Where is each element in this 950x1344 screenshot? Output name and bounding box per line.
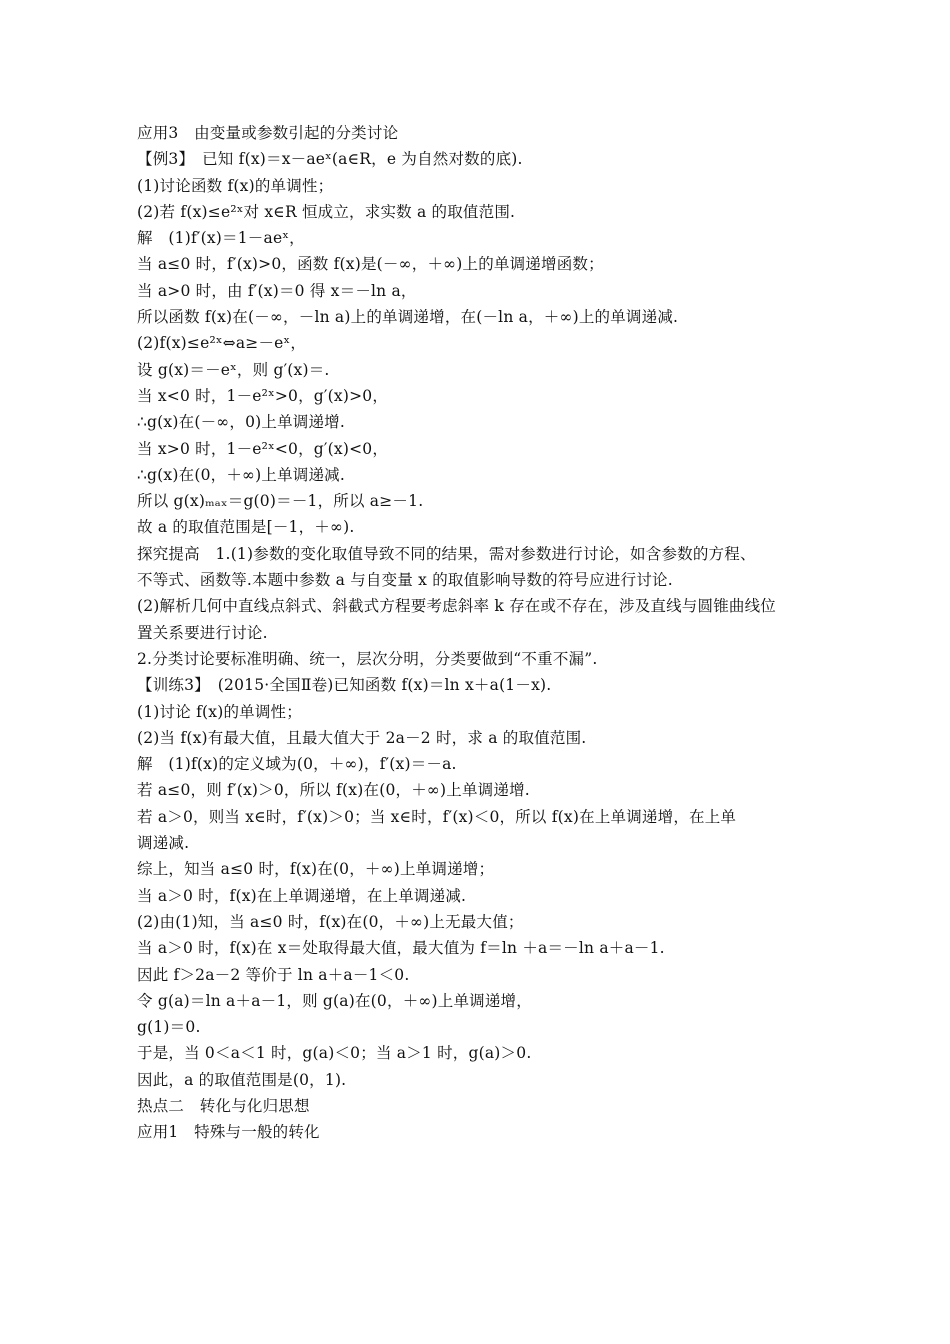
text-line: (1)讨论 f(x)的单调性； (137, 702, 302, 721)
solution-line: 解 (1)f(x)的定义域为(0，＋∞)，f′(x)＝－a. (137, 755, 457, 774)
text-line: 综上，知当 a≤0 时，f(x)在(0，＋∞)上单调递增； (137, 860, 495, 879)
section-heading: 应用3 由变量或参数引起的分类讨论 (137, 124, 399, 142)
text-line: 当 x>0 时，1－e²ˣ<0，g′(x)<0， (137, 439, 389, 458)
text-line: (1)讨论函数 f(x)的单调性； (137, 176, 334, 195)
text-line: 2.分类讨论要标准明确、统一，层次分明，分类要做到“不重不漏”. (137, 649, 598, 668)
text-line: ∴g(x)在(0，＋∞)上单调递减. (137, 465, 346, 484)
text-line: (2)若 f(x)≤e²ˣ对 x∈R 恒成立，求实数 a 的取值范围. (137, 202, 516, 221)
text-line: (2)解析几何中直线点斜式、斜截式方程要考虑斜率 k 存在或不存在，涉及直线与圆锥曲线位 (137, 597, 777, 616)
text-line: 所以函数 f(x)在(－∞，－ln a)上的单调递增，在(－ln a，＋∞)上的单调递减. (137, 308, 679, 327)
text-line: 当 a≤0 时，f′(x)>0，函数 f(x)是(－∞，＋∞)上的单调递增函数； (137, 255, 604, 274)
text-line: 令 g(a)＝ln a＋a－1，则 g(a)在(0，＋∞)上单调递增， (137, 991, 532, 1010)
text-line: 当 a>0 时，由 f′(x)＝0 得 x＝－ln a， (137, 281, 417, 300)
text-line: (2)f(x)≤e²ˣ⇔a≥－eˣ， (137, 334, 307, 353)
text-line: 调递减. (137, 834, 190, 853)
text-line: 不等式、函数等.本题中参数 a 与自变量 x 的取值影响导数的符号应进行讨论. (137, 571, 673, 590)
text-line: g(1)＝0. (137, 1018, 201, 1037)
text-line: 若 a＞0，则当 x∈时，f′(x)＞0；当 x∈时，f′(x)＜0，所以 f(x)在上单调递增，在上单 (137, 807, 737, 826)
example-3-statement: 【例3】 已知 f(x)＝x－aeˣ(a∈R，e 为自然对数的底). (137, 150, 523, 169)
insight-line: 探究提高 1.(1)参数的变化取值导致不同的结果，需对参数进行讨论，如含参数的方程、 (137, 544, 756, 563)
text-line: 设 g(x)＝－eˣ，则 g′(x)＝. (137, 360, 330, 379)
solution-line: 解 (1)f′(x)＝1－aeˣ， (137, 229, 305, 248)
text-line: 于是，当 0＜a＜1 时，g(a)＜0；当 a＞1 时，g(a)＞0. (137, 1044, 532, 1063)
text-line: (2)当 f(x)有最大值，且最大值大于 2a－2 时，求 a 的取值范围. (137, 728, 587, 747)
text-line: 当 a＞0 时，f(x)在 x＝处取得最大值，最大值为 f＝ln ＋a＝－ln a＋a－1. (137, 939, 665, 958)
text-line: ∴g(x)在(－∞，0)上单调递增. (137, 413, 346, 432)
text-line: 因此 f＞2a－2 等价于 ln a＋a－1＜0. (137, 965, 410, 984)
document-body (137, 120, 837, 1146)
section-heading: 应用1 特殊与一般的转化 (137, 1123, 320, 1142)
text-line: 若 a≤0，则 f′(x)＞0，所以 f(x)在(0，＋∞)上单调递增. (137, 781, 530, 800)
text-line: 当 x<0 时，1－e²ˣ>0，g′(x)>0， (137, 386, 389, 405)
text-line: 故 a 的取值范围是[－1，＋∞). (137, 518, 355, 537)
text-line: 当 a＞0 时，f(x)在上单调递增，在上单调递减. (137, 886, 467, 905)
text-line: 所以 g(x)ₘₐₓ＝g(0)＝－1，所以 a≥－1. (137, 492, 424, 511)
text-line: (2)由(1)知，当 a≤0 时，f(x)在(0，＋∞)上无最大值； (137, 912, 524, 931)
text-line: 因此，a 的取值范围是(0，1). (137, 1070, 347, 1089)
section-heading: 热点二 转化与化归思想 (137, 1096, 310, 1115)
exercise-3-statement: 【训练3】 (2015·全国Ⅱ卷)已知函数 f(x)＝ln x＋a(1－x). (137, 676, 552, 695)
text-line: 置关系要进行讨论. (137, 623, 268, 642)
